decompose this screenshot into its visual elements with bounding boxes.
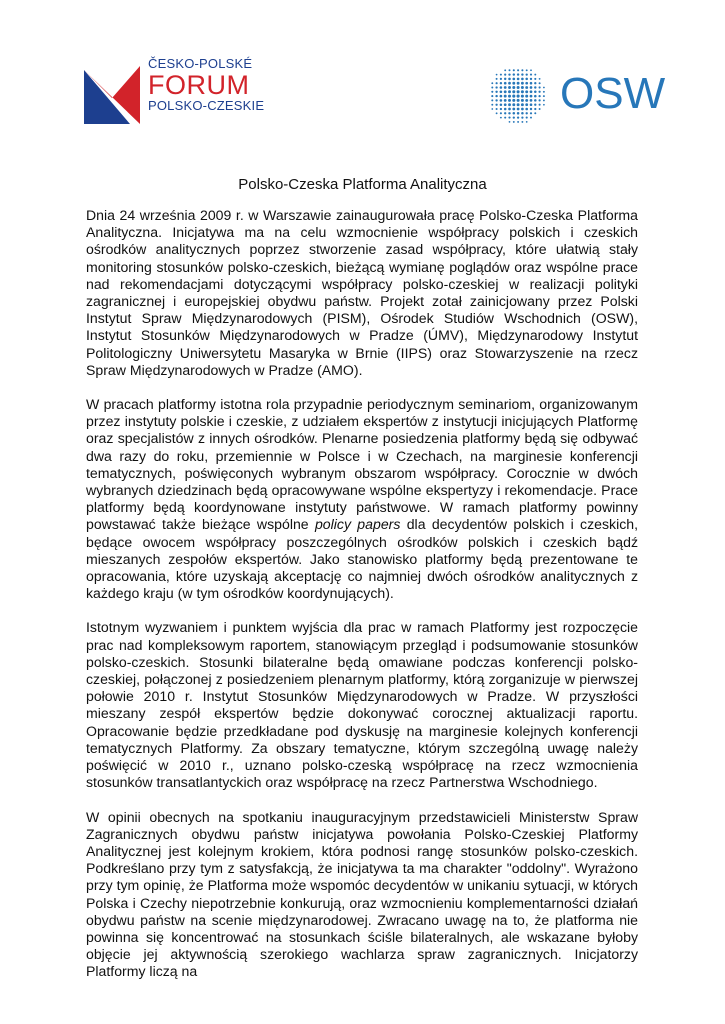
osw-globe-dot (530, 95, 533, 98)
osw-globe-dot (491, 108, 493, 110)
osw-globe-dot (534, 95, 537, 98)
osw-globe-dot (530, 108, 532, 110)
osw-globe-dot (534, 86, 536, 88)
osw-globe-dot (530, 86, 533, 89)
osw-globe-dot (521, 78, 524, 81)
osw-globe-dot (530, 82, 533, 85)
osw-globe-dot (491, 95, 493, 97)
osw-globe-dot (491, 99, 493, 101)
osw-globe-dot (517, 112, 520, 115)
osw-globe-dot (495, 104, 497, 106)
forum-logo-text (148, 56, 264, 114)
osw-globe-dot (509, 69, 511, 71)
osw-globe-dot (504, 95, 507, 98)
osw-globe-dot (504, 90, 507, 93)
osw-globe-dot (534, 108, 536, 110)
forum-logo-line3: POLSKO-CZESKIE (148, 98, 265, 113)
forum-logo-line2: FORUM (148, 70, 250, 100)
osw-logo (486, 64, 666, 126)
osw-globe-dot (534, 112, 536, 114)
osw-globe-dot (512, 95, 515, 98)
document-body (86, 207, 638, 998)
osw-globe-dot (504, 117, 506, 119)
forum-logo-line1: ČESKO-POLSKÉ (148, 56, 253, 71)
osw-globe-dot (521, 103, 524, 106)
osw-globe-dot (530, 69, 532, 71)
osw-globe-dot (521, 73, 523, 75)
osw-globe-dot (491, 104, 493, 106)
osw-globe-dot (512, 108, 515, 111)
osw-globe-dot (500, 78, 502, 80)
osw-globe-dot (513, 69, 515, 71)
osw-globe-dot (508, 86, 511, 89)
osw-globe-dot (517, 116, 519, 118)
osw-globe-dot (521, 112, 524, 115)
osw-globe-dot (491, 87, 493, 89)
osw-globe-dot (513, 73, 515, 75)
paragraph-1: Dnia 24 września 2009 r. w Warszawie zainaugurowała pracę Polsko-Czeska Platforma Analityczna. Inicjatywa ma na celu wzmocnienie współpracy polskich i czeskich ośrodków analitycznych poprzez stworzenie zasad współpracy, które ułatwią stały monitoring stosunków polsko-czeskich, bieżącą wymianę poglądów oraz wspólne prace nad rekomendacjami dotyczącymi współpracy polsko-czeskiej w realizacji polityki zagranicznej i europejskiej obydwu państw. Projekt zotał zainicjowany przez Polski Instytut Spraw Międzynarodowych (PISM), Ośrodek Studiów Wschodnich (OSW), Instytut Stosunków Międzynarodowych w Pradze (ÚMV), Międzynarodowy Instytut Politologiczny Uniwersytetu Masaryka w Brnie (IIPS) oraz Stowarzyszenie na rzecz Spraw Międzynarodowych w Pradze (AMO). (86, 207, 638, 378)
osw-globe-dot (500, 90, 503, 93)
osw-globe-dot (539, 108, 541, 110)
osw-globe-dot (517, 86, 520, 89)
osw-globe-dot (504, 82, 507, 85)
osw-globe-dot (512, 82, 515, 85)
osw-globe-dot (496, 112, 498, 114)
osw-globe-dot (534, 82, 536, 84)
osw-globe-dot (513, 116, 515, 118)
forum-logo-mark-icon (82, 64, 144, 126)
osw-globe-dot (500, 82, 502, 84)
osw-globe-dot (513, 121, 515, 123)
osw-globe-dot (534, 104, 536, 106)
osw-globe-dot (521, 117, 523, 119)
osw-globe-dot (538, 91, 540, 93)
paragraph-2-part-2: dla decydentów polskich i czeskich, będące owocem współpracy poszczególnych ośrodków polskich i czeskich bądź mieszanych zespołów ekspertów. Jako stanowisko platformy będą prezentowane te opracowania, które uzyskają akceptację co najmniej dwóch ośrodków analitycznych z każdego kraju (w tym ośrodków koordynujących). (86, 516, 639, 602)
osw-globe-dot (526, 112, 528, 114)
osw-globe-dot (508, 103, 511, 106)
osw-globe-dot (517, 121, 519, 123)
osw-globe-dot (543, 95, 545, 97)
osw-globe-dot (543, 99, 545, 101)
osw-globe-dot (525, 90, 528, 93)
osw-globe-dot (495, 91, 497, 93)
osw-globe-dot (521, 95, 524, 98)
osw-globe-dot (530, 90, 533, 93)
osw-globe-dot (526, 69, 528, 71)
osw-globe-dot (495, 99, 497, 101)
osw-globe-dot (500, 86, 503, 89)
osw-globe-dot (500, 74, 502, 76)
osw-globe-dot (512, 90, 515, 93)
osw-globe-dot (504, 78, 506, 80)
osw-globe-dot (508, 73, 510, 75)
osw-globe-dot (508, 82, 511, 85)
osw-globe-dot (539, 99, 541, 101)
osw-globe-dot (526, 117, 528, 119)
osw-globe-dot (504, 69, 506, 71)
osw-globe-dot (517, 69, 519, 71)
osw-globe-dot (534, 91, 537, 94)
osw-globe-dot (517, 99, 520, 102)
osw-globe-dot (508, 95, 511, 98)
osw-globe-dot (539, 86, 541, 88)
osw-globe-dot (512, 86, 515, 89)
osw-globe-dot (500, 95, 503, 98)
osw-globe-dot (517, 73, 519, 75)
osw-globe-dot (496, 82, 498, 84)
osw-globe-dot (496, 74, 498, 76)
osw-globe-dot (491, 82, 493, 84)
osw-globe-dot (508, 117, 510, 119)
osw-globe-dot (543, 91, 545, 93)
osw-globe-dot (517, 95, 520, 98)
osw-globe-dot (530, 78, 532, 80)
osw-globe-dot (539, 78, 541, 80)
osw-globe-dot (525, 86, 528, 89)
osw-globe-dot (517, 103, 520, 106)
osw-globe-dot (508, 99, 511, 102)
osw-globe-dot (521, 99, 524, 102)
osw-globe-dot (504, 108, 507, 111)
osw-globe-dot (525, 78, 528, 81)
osw-globe-dot (513, 112, 516, 115)
osw-globe-dot (504, 99, 507, 102)
osw-globe-dot (496, 108, 498, 110)
osw-globe-dot (512, 99, 515, 102)
forum-logo (82, 56, 282, 132)
osw-globe-dot (525, 108, 528, 111)
osw-globe-dot (543, 104, 545, 106)
osw-globe-dot (525, 82, 528, 85)
document-title: Polsko-Czeska Platforma Analityczna (238, 176, 487, 193)
osw-globe-dot (534, 78, 536, 80)
osw-globe-dot (530, 117, 532, 119)
osw-globe-dot (526, 121, 528, 123)
osw-globe-dot (495, 95, 497, 97)
osw-globe-dot (530, 74, 532, 76)
osw-globe-dot (521, 86, 524, 89)
osw-globe-dot (491, 91, 493, 93)
paragraph-3: Istotnym wyzwaniem i punktem wyjścia dla prac w ramach Platformy jest rozpoczęcie prac nad kompleksowym raportem, stanowiącym przegląd i podsumowanie stosunków polsko-czeskich. Stosunki bilateralne będą omawiane podczas konferencji polsko-czeskiej, połączonej z posiedzeniem plenarnym platformy, którą zorganizuje w pierwszej połowie 2010 r. Instytut Stosunków Międzynarodowych w Pradze. W przyszłości mieszany zespół ekspertów będzie dokonywać corocznej aktualizacji raportu. Opracowanie będzie przedkładane pod dyskusję na marginesie kolejnych konferencji tematycznych Platformy. Za obszary tematyczne, którym szczególną uwagę należy poświęcić w 2010 r., uznano polsko-czeską współpracę na rzecz wzmocnienia stosunków transatlantyckich oraz współpracę na rzecz Partnerstwa Wschodniego. (86, 619, 638, 791)
paragraph-2-italic-term: policy papers (314, 516, 401, 533)
osw-globe-dot (530, 103, 533, 106)
osw-globe-dot (530, 99, 533, 102)
osw-logo-text: OSW (560, 69, 666, 118)
osw-globe-dot (500, 99, 503, 102)
osw-globe-dot (525, 103, 528, 106)
osw-globe-dot (504, 112, 506, 114)
osw-globe-dot (539, 104, 541, 106)
osw-globe-icon (486, 64, 548, 126)
osw-globe-dot (517, 82, 520, 85)
osw-globe-dot (534, 74, 536, 76)
osw-globe-dot (495, 86, 497, 88)
osw-globe-dot (521, 121, 523, 123)
paragraph-4: W opinii obecnych na spotkaniu inauguracyjnym przedstawicieli Ministerstw Spraw Zagranicznych obydwu państw inicjatywa powołania Polsko-Czeskiej Platformy Analitycznej jest kolejnym krokiem, która podnosi rangę stosunków polsko-czeskich. Podkreślano przy tym z satysfakcją, że inicjatywa ta ma charakter "oddolny". Wyrażono przy tym opinię, że Platforma może wspomóc decydentów w unikaniu sytuacji, w których Polska i Czechy niepotrzebnie konkurują, oraz wzmocnieniu komplementarności działań obydwu państw na scenie międzynarodowej. Zwracano uwagę na to, że platforma nie powinna się koncentrować na stosunkach ściśle bilateralnych, ale wskazane byłoby objęcie jej aktywnością szerokiego wachlarza spraw zagranicznych. Inicjatorzy Platformy liczą na (86, 808, 638, 980)
osw-globe-dot (512, 103, 515, 106)
osw-globe-dot (508, 112, 510, 114)
osw-globe-dot (521, 69, 523, 71)
osw-globe-dot (534, 99, 537, 102)
osw-globe-dot (504, 86, 507, 89)
osw-globe-dot (509, 121, 511, 123)
osw-globe-dot (504, 103, 507, 106)
osw-globe-dot (500, 117, 502, 119)
osw-globe-dot (504, 74, 506, 76)
paragraph-2 (86, 396, 638, 602)
osw-globe-dot (521, 108, 524, 111)
osw-globe-dot (521, 90, 524, 93)
osw-globe-dot (530, 112, 532, 114)
osw-globe-dot (525, 95, 528, 98)
osw-globe-dot (496, 78, 498, 80)
osw-globe-dot (500, 103, 503, 106)
osw-globe-dot (508, 78, 511, 81)
osw-globe-dot (521, 82, 524, 85)
osw-globe-dot (508, 90, 511, 93)
osw-globe-dot (526, 73, 528, 75)
osw-globe-dot (517, 108, 520, 111)
osw-globe-dot (512, 78, 515, 81)
osw-globe-dot (508, 108, 511, 111)
osw-globe-dot (543, 87, 545, 89)
osw-globe-dot (500, 108, 502, 110)
paragraph-2-part-1: W pracach platformy istotna rola przypadnie periodycznym seminariom, organizowanym przez instytuty polskie i czeskie, z udziałem ekspertów z instytucji inicjujących Platformę oraz specjalistów z innych ośrodków. Plenarne posiedzenia platformy będą się odbywać dwa razy do roku, przemiennie w Polsce i w Czechach, na marginesie konferencji tematycznych, poświęconych wybranym obszarom współpracy. Corocznie w dwóch wybranych dziedzinach będą opracowywane wspólne ekspertyzy i rekomendacje. Prace platformy będą koordynowane instytuty państwowe. W ramach platformy powinny powstawać także bieżące wspólne (86, 396, 638, 533)
osw-globe-dot (517, 78, 520, 81)
osw-globe-dot (538, 95, 540, 97)
osw-globe-dot (517, 90, 520, 93)
osw-globe-dot (525, 99, 528, 102)
osw-globe-dot (500, 112, 502, 114)
osw-globe-dot (539, 82, 541, 84)
